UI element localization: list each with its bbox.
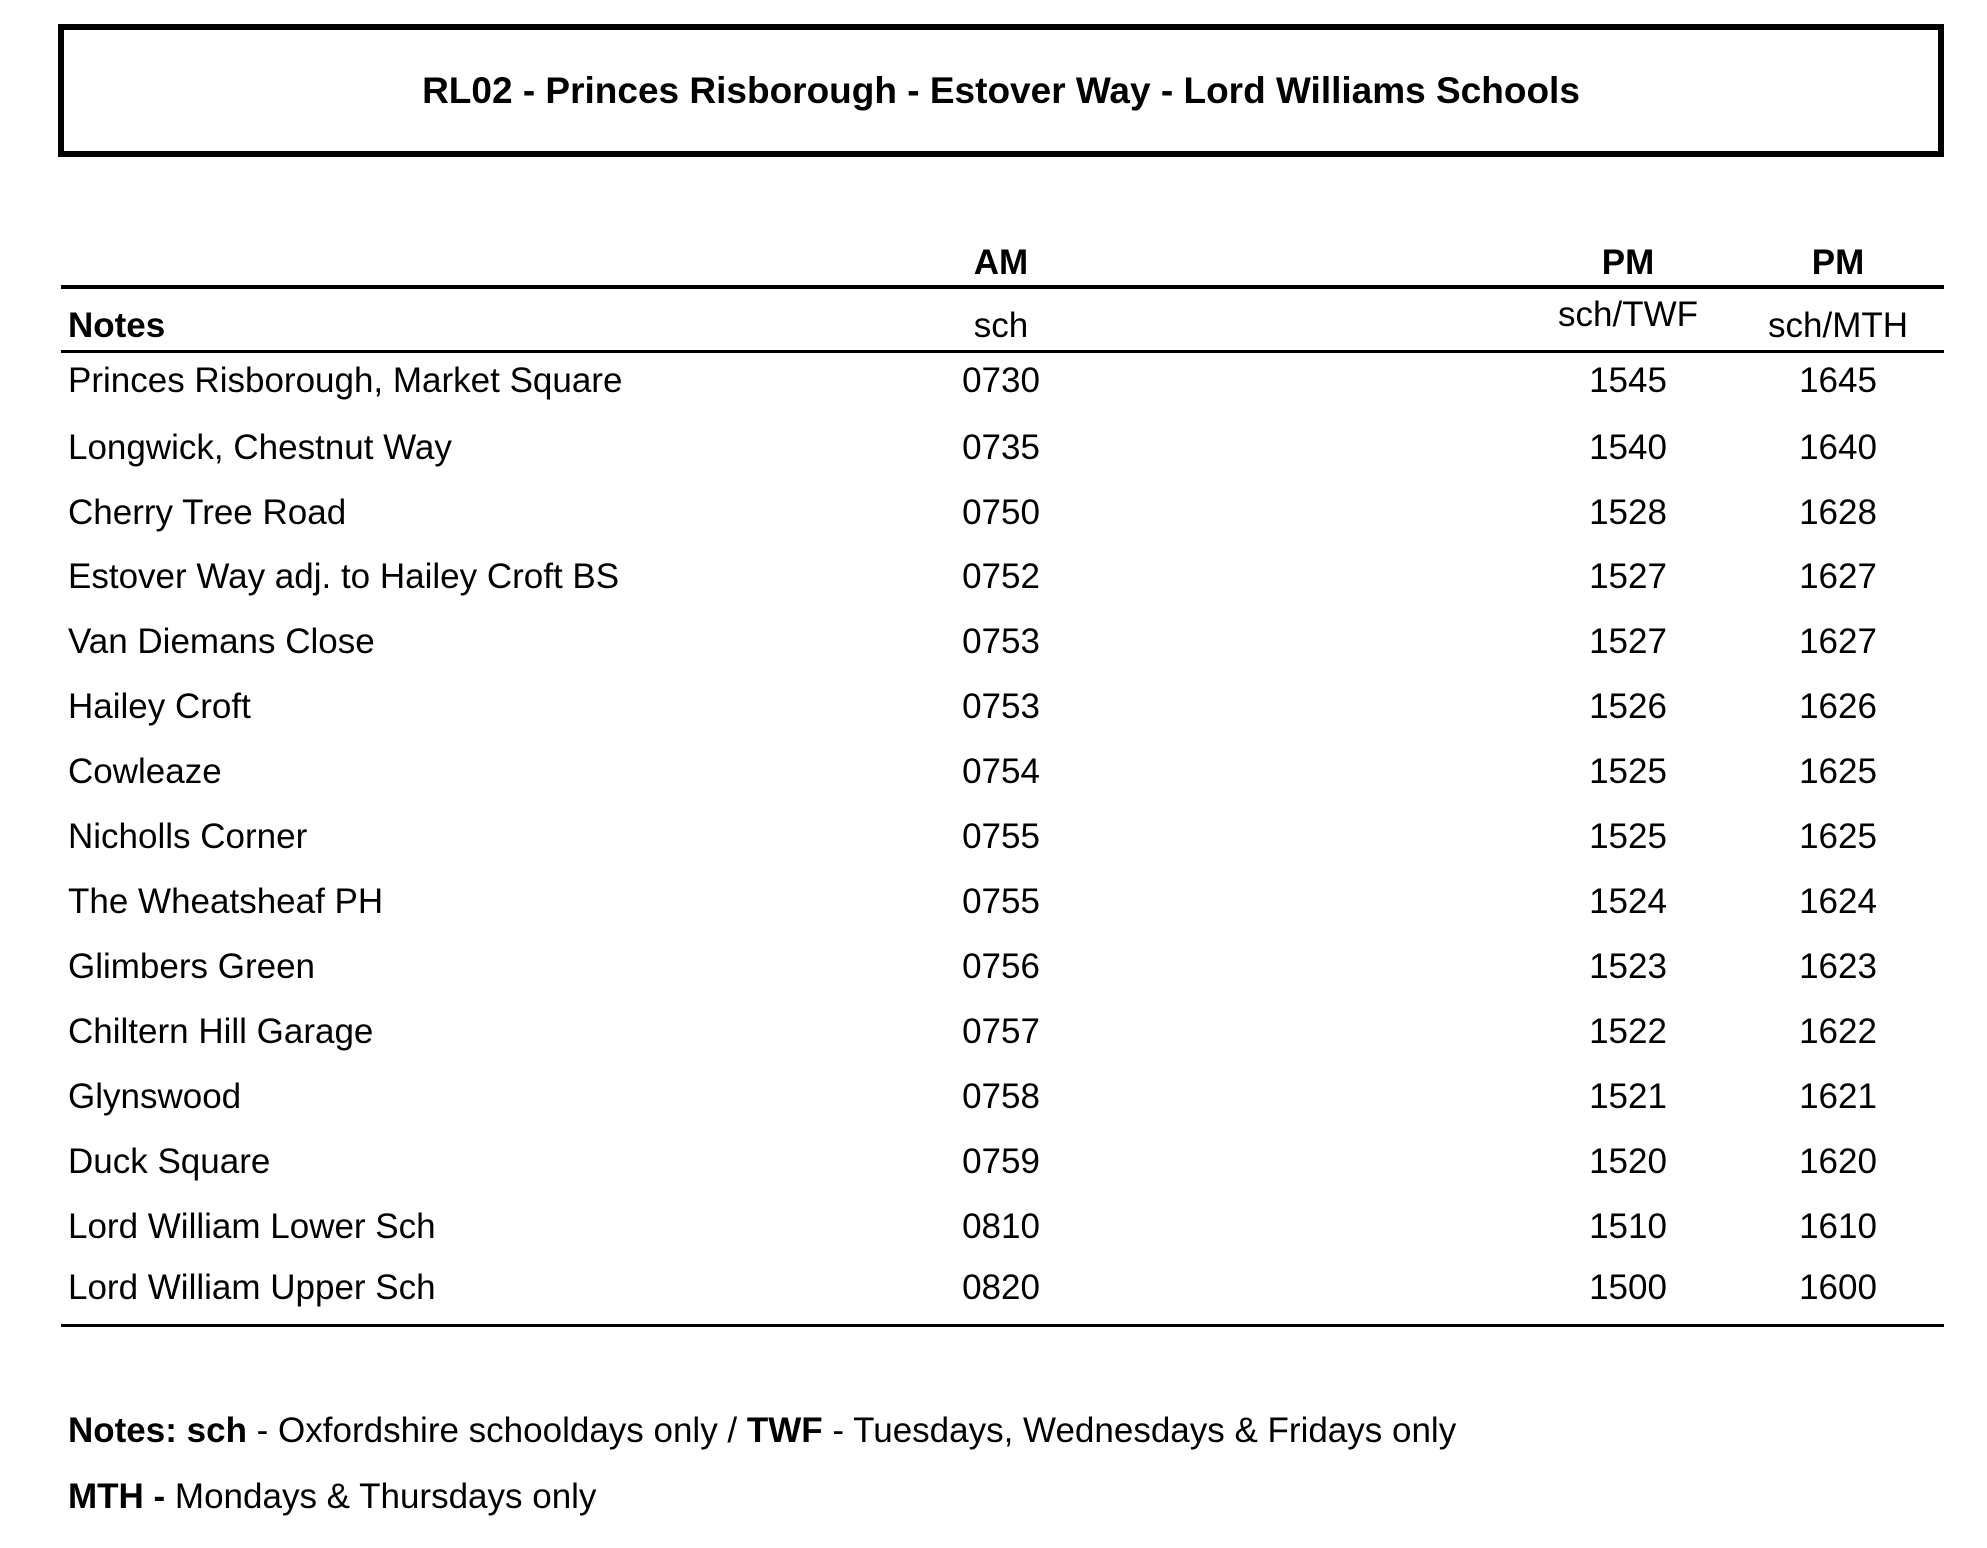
stop-name: Lord William Upper Sch	[68, 1268, 436, 1307]
time-am: 0755	[962, 882, 1040, 921]
stop-name: Lord William Lower Sch	[68, 1207, 436, 1246]
stop-name: Van Diemans Close	[68, 622, 375, 661]
time-am: 0756	[962, 947, 1040, 986]
time-am: 0750	[962, 493, 1040, 532]
stop-name: Longwick, Chestnut Way	[68, 428, 452, 467]
column-header-pm-mth: PM	[1811, 243, 1865, 282]
time-pm-mth: 1640	[1799, 428, 1877, 467]
stop-name: Hailey Croft	[68, 687, 251, 726]
stop-name: Duck Square	[68, 1142, 271, 1181]
time-pm-twf: 1521	[1589, 1077, 1667, 1116]
footnote-label: Notes:	[68, 1411, 177, 1450]
time-am: 0755	[962, 817, 1040, 856]
time-pm-mth: 1625	[1799, 817, 1877, 856]
footnote-sch-code: sch	[186, 1411, 247, 1450]
footnote-twf-code: TWF	[746, 1411, 823, 1450]
time-pm-mth: 1645	[1799, 361, 1877, 400]
stop-name: Cowleaze	[68, 752, 222, 791]
time-pm-twf: 1500	[1589, 1268, 1667, 1307]
time-am: 0759	[962, 1142, 1040, 1181]
footnote-twf-text: - Tuesdays, Wednesdays & Fridays only	[822, 1411, 1457, 1450]
stop-name: Estover Way adj. to Hailey Croft BS	[68, 557, 620, 596]
time-pm-twf: 1528	[1589, 493, 1667, 532]
time-pm-mth: 1626	[1799, 687, 1877, 726]
stop-name: Glynswood	[68, 1077, 242, 1116]
time-am: 0735	[962, 428, 1040, 467]
column-days-pm-mth: sch/MTH	[1768, 306, 1908, 345]
time-pm-twf: 1510	[1589, 1207, 1667, 1246]
time-pm-twf: 1523	[1589, 947, 1667, 986]
page-title: RL02 - Princes Risborough - Estover Way - Lord Williams Schools	[422, 69, 1580, 111]
time-pm-mth: 1600	[1799, 1268, 1877, 1307]
time-pm-twf: 1527	[1589, 557, 1667, 596]
time-pm-twf: 1527	[1589, 622, 1667, 661]
time-pm-twf: 1522	[1589, 1012, 1667, 1051]
time-pm-mth: 1621	[1799, 1077, 1877, 1116]
time-pm-twf: 1526	[1589, 687, 1667, 726]
time-am: 0820	[962, 1268, 1040, 1307]
time-pm-mth: 1624	[1799, 882, 1877, 921]
header-bottom-rule	[61, 350, 1944, 353]
footnote-line-2	[68, 1476, 596, 1518]
time-pm-mth: 1625	[1799, 752, 1877, 791]
column-days-pm-twf: sch/TWF	[1558, 295, 1698, 334]
time-pm-mth: 1628	[1799, 493, 1877, 532]
stop-name: Chiltern Hill Garage	[68, 1012, 374, 1051]
time-pm-mth: 1627	[1799, 557, 1877, 596]
time-am: 0758	[962, 1077, 1040, 1116]
time-am: 0752	[962, 557, 1040, 596]
time-am: 0754	[962, 752, 1040, 791]
time-am: 0810	[962, 1207, 1040, 1246]
time-pm-twf: 1524	[1589, 882, 1667, 921]
time-pm-mth: 1610	[1799, 1207, 1877, 1246]
column-header-pm-twf: PM	[1601, 243, 1655, 282]
time-am: 0753	[962, 622, 1040, 661]
stop-name: Cherry Tree Road	[68, 493, 347, 532]
time-pm-mth: 1627	[1799, 622, 1877, 661]
time-pm-mth: 1622	[1799, 1012, 1877, 1051]
time-am: 0757	[962, 1012, 1040, 1051]
title-box	[58, 24, 1944, 157]
time-pm-mth: 1620	[1799, 1142, 1877, 1181]
footnote-mth-text: Mondays & Thursdays only	[165, 1477, 597, 1516]
header-top-rule	[61, 285, 1944, 289]
stop-name: The Wheatsheaf PH	[68, 882, 384, 921]
footnote-sch-text: - Oxfordshire schooldays only /	[246, 1411, 747, 1450]
column-header-am: AM	[973, 243, 1029, 282]
time-pm-mth: 1623	[1799, 947, 1877, 986]
table-bottom-rule	[61, 1324, 1944, 1327]
time-pm-twf: 1520	[1589, 1142, 1667, 1181]
stop-name: Nicholls Corner	[68, 817, 308, 856]
footnote-mth-code: MTH -	[68, 1477, 166, 1516]
time-pm-twf: 1540	[1589, 428, 1667, 467]
time-pm-twf: 1525	[1589, 817, 1667, 856]
column-days-am: sch	[973, 306, 1029, 345]
time-pm-twf: 1545	[1589, 361, 1667, 400]
time-am: 0730	[962, 361, 1040, 400]
stop-name: Princes Risborough, Market Square	[68, 361, 623, 400]
footnote-line-1	[68, 1410, 1456, 1452]
stop-name: Glimbers Green	[68, 947, 316, 986]
time-pm-twf: 1525	[1589, 752, 1667, 791]
notes-column-header: Notes	[68, 306, 166, 345]
time-am: 0753	[962, 687, 1040, 726]
